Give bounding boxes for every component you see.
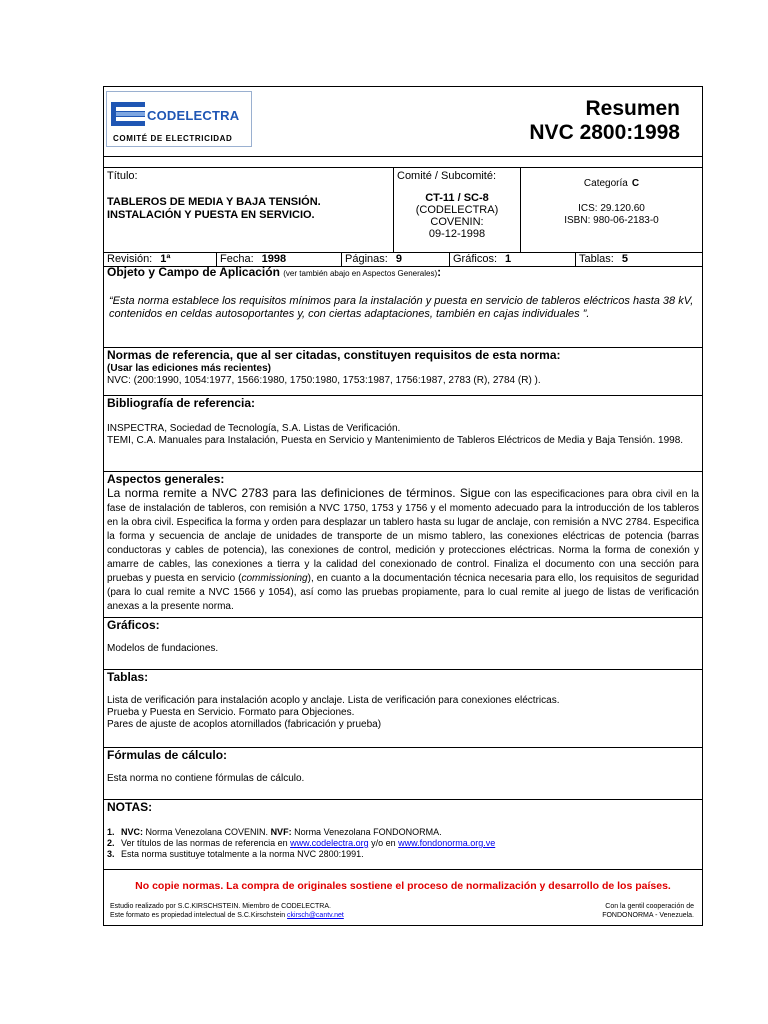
nota-number: 3. bbox=[107, 849, 115, 859]
tablas-heading: Tablas: bbox=[107, 670, 149, 684]
codelectra-link[interactable]: www.codelectra.org bbox=[290, 838, 369, 848]
tablas-label: Tablas: bbox=[579, 253, 614, 265]
tablas-section bbox=[104, 670, 702, 748]
logo-name: CODELECTRA bbox=[147, 108, 240, 123]
identifiers bbox=[521, 203, 702, 227]
graficos-section bbox=[104, 618, 702, 670]
titulo-line-1: TABLEROS DE MEDIA Y BAJA TENSIÓN. bbox=[107, 196, 321, 208]
notas-section bbox=[104, 800, 702, 870]
titulo-label: Título: bbox=[107, 170, 138, 182]
codelectra-logo-icon bbox=[111, 102, 145, 126]
nota-number: 1. bbox=[107, 827, 115, 837]
footer-credit-line bbox=[110, 911, 344, 920]
normas-sub: (Usar las ediciones más recientes) bbox=[107, 363, 271, 374]
footer-credit-text: Este formato es propiedad intelectual de S.C.Kirschstein bbox=[110, 912, 288, 919]
ics-code: ICS: 29.120.60 bbox=[578, 203, 645, 214]
nota-number: 2. bbox=[107, 838, 115, 848]
comite-label: Comité / Subcomité: bbox=[397, 170, 497, 182]
nota-text: y/o en bbox=[368, 838, 399, 848]
title-norm-code: NVC 2800:1998 bbox=[529, 121, 680, 144]
nota-nvf-label: NVF: bbox=[270, 827, 292, 837]
bibliografia-item: TEMI, C.A. Manuales para Instalación, Puesta en Servicio y Mantenimiento de Tableros Eléctricos de Media y Baja Tensión. 1998. bbox=[107, 435, 684, 446]
graficos-label: Gráficos: bbox=[453, 253, 498, 265]
aspectos-text-body-2: ), en cuanto a la documentación técnica necesaria para ello, los requisitos de seguridad (para lo cual remite a NVC 1566 y 1054), así como las pruebas propiamente, para lo cual remite al juego de listas de verificación anexas a la presente norma. bbox=[107, 573, 699, 612]
bibliografia-item: INSPECTRA, Sociedad de Tecnología, S.A. Listas de Verificación. bbox=[107, 423, 401, 434]
tablas-line: Prueba y Puesta en Servicio. Formato para Objeciones. bbox=[107, 707, 355, 718]
comite-date: 09-12-1998 bbox=[428, 228, 486, 240]
categoria-label: Categoría bbox=[583, 178, 628, 189]
aspectos-section bbox=[104, 472, 702, 618]
tablas-line: Pares de ajuste de acoplos atornillados (fabricación y prueba) bbox=[107, 719, 382, 730]
titulo-value bbox=[107, 196, 390, 222]
summary-page bbox=[103, 86, 703, 926]
logo-subtitle: COMITÉ DE ELECTRICIDAD bbox=[113, 134, 233, 143]
copyright-warning: No copie normas. La compra de originales sostiene el proceso de normalización y desarrollo de los países. bbox=[135, 880, 671, 892]
fecha-label: Fecha: bbox=[220, 253, 254, 265]
document-title bbox=[529, 97, 680, 145]
aspectos-text-italic: commissioning bbox=[241, 573, 308, 584]
formulas-text: Esta norma no contiene fórmulas de cálculo. bbox=[107, 773, 305, 784]
codelectra-logo bbox=[106, 91, 252, 147]
footer-cooperation-line: FONDONORMA - Venezuela. bbox=[602, 912, 694, 919]
aspectos-text bbox=[107, 487, 699, 613]
tablas-line: Lista de verificación para instalación acoplo y anclaje. Lista de verificación para conexiones eléctricas. bbox=[107, 695, 560, 706]
categoria-cell bbox=[521, 168, 702, 252]
comite-org: (CODELECTRA) bbox=[415, 204, 499, 216]
notas-list bbox=[107, 827, 699, 860]
graficos-text: Modelos de fundaciones. bbox=[107, 643, 219, 654]
titulo-cell bbox=[104, 168, 394, 252]
objeto-heading bbox=[107, 265, 699, 281]
objeto-section bbox=[104, 265, 702, 348]
footer-cooperation bbox=[602, 902, 694, 920]
formulas-section bbox=[104, 748, 702, 800]
nota-nvc-label: NVC: bbox=[121, 827, 143, 837]
nota-nvc-text: Norma Venezolana COVENIN. bbox=[143, 827, 271, 837]
normas-heading: Normas de referencia, que al ser citadas, constituyen requisitos de esta norma: bbox=[107, 348, 561, 362]
paginas-label: Páginas: bbox=[345, 253, 388, 265]
bibliografia-heading: Bibliografía de referencia: bbox=[107, 396, 256, 410]
nota-item-2 bbox=[107, 838, 699, 849]
objeto-quote: “Esta norma establece los requisitos mínimos para la instalación y puesta en servicio de tableros eléctricos hasta 38 kV, contenidos en celdas autosoportantes y, con ciertas adaptaciones, también en cajas individuales ”. bbox=[109, 295, 694, 320]
graficos-heading: Gráficos: bbox=[107, 618, 160, 632]
notas-heading: NOTAS: bbox=[107, 800, 153, 814]
comite-covenin: COVENIN: bbox=[430, 216, 484, 228]
revision-value: 1ª bbox=[160, 253, 171, 265]
footer-credits bbox=[110, 902, 344, 920]
comite-cell bbox=[394, 168, 521, 252]
nota-nvf-text: Norma Venezolana FONDONORMA. bbox=[291, 827, 442, 837]
nota-text: Ver títulos de las normas de referencia en bbox=[121, 838, 291, 848]
categoria bbox=[521, 178, 702, 189]
footer-cooperation-line: Con la gentil cooperación de bbox=[605, 903, 694, 910]
nota-item-1 bbox=[107, 827, 699, 838]
normas-section bbox=[104, 348, 702, 396]
aspectos-text-body-1: con las especificaciones para obra civil en la fase de instalación de tableros, con remisión a NVC 1750, 1753 y 1756 y el momento adecuado para la introducción de los tableros en la obra civil. Especifica la forma y orden para desplazar un tablero hasta su lugar de anclaje, con remisión a NVC 2784. Especifica la forma y secuencia de anclaje de unidades de transporte de un mismo tablero, las conexiones eléctricas de potencia (barras conductoras y cables de potencia), las conexiones de control, medición y protecciones eléctricas. Norma la forma de conexión y amarre de cables, las conexiones a tierra y la calidad del conexionado de control. Finaliza el documento con una sección para pruebas y puesta en servicio ( bbox=[107, 489, 700, 584]
fondonorma-link[interactable]: www.fondonorma.org.ve bbox=[398, 838, 496, 848]
titulo-line-2: INSTALACIÓN Y PUESTA EN SERVICIO. bbox=[107, 209, 315, 221]
graficos-value: 1 bbox=[505, 253, 512, 265]
bibliografia-section bbox=[104, 396, 702, 472]
info-table bbox=[104, 167, 702, 267]
objeto-heading-note: (ver también abajo en Aspectos Generales) bbox=[283, 269, 438, 278]
revision-label: Revisión: bbox=[107, 253, 153, 265]
aspectos-text-lead: La norma remite a NVC 2783 para las definiciones de términos. Sigue bbox=[107, 486, 491, 500]
comite-value bbox=[397, 192, 517, 240]
meta-row bbox=[104, 252, 702, 266]
nota-text: Esta norma sustituye totalmente a la norma NVC 2800:1991. bbox=[121, 849, 364, 859]
aspectos-heading: Aspectos generales: bbox=[107, 472, 225, 486]
tablas-value: 5 bbox=[621, 253, 628, 265]
document-header bbox=[104, 87, 702, 157]
objeto-heading-text: Objeto y Campo de Aplicación bbox=[107, 265, 280, 279]
formulas-heading: Fórmulas de cálculo: bbox=[107, 748, 228, 762]
footer-credit-line: Estudio realizado por S.C.KIRSCHSTEIN. Miembro de CODELECTRA. bbox=[110, 903, 331, 910]
normas-list: NVC: (200:1990, 1054:1977, 1566:1980, 1750:1980, 1753:1987, 1756:1987, 2783 (R), 2784 (R) ). bbox=[107, 375, 541, 386]
objeto-heading-colon: : bbox=[437, 265, 442, 279]
categoria-value: C bbox=[631, 178, 640, 189]
comite-code: CT-11 / SC-8 bbox=[425, 192, 489, 204]
title-resumen: Resumen bbox=[585, 97, 680, 120]
paginas-value: 9 bbox=[395, 253, 402, 265]
email-link[interactable]: ckirsch@cantv.net bbox=[287, 912, 344, 919]
fecha-value: 1998 bbox=[261, 253, 287, 265]
isbn-code: ISBN: 980-06-2183-0 bbox=[564, 215, 659, 226]
nota-item-3 bbox=[107, 849, 699, 860]
